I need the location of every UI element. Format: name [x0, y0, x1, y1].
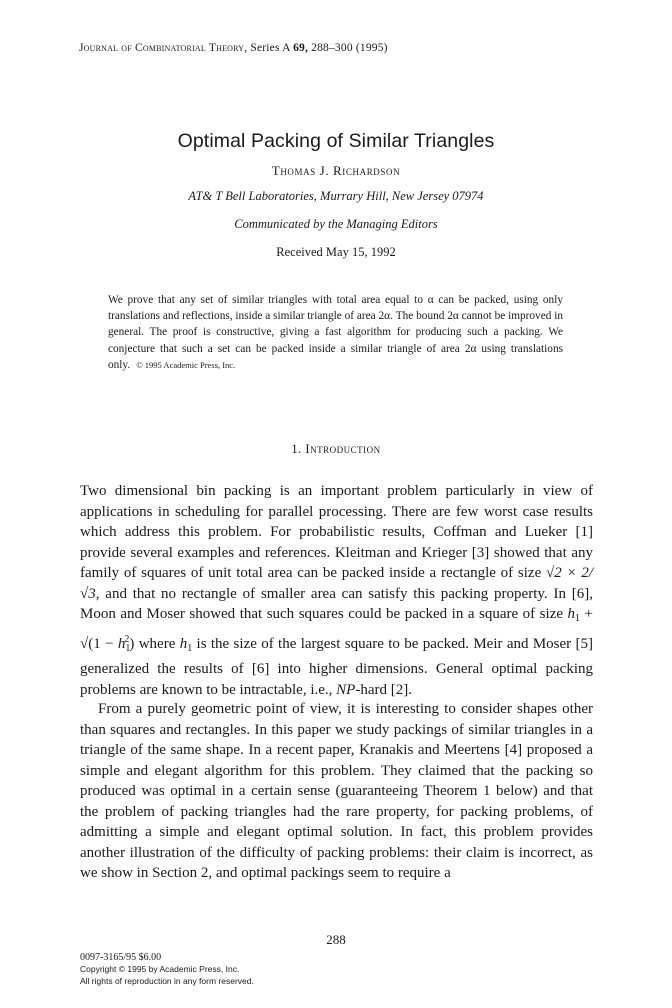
abstract-text: We prove that any set of similar triangles with total area equal to α can be packed, using only translations and reflections, inside a similar triangle of area 2α. The bound 2α cannot be improved in general. The proof is constructive, giving a fast algorithm for producing such a packing. We conjecture that such a set can be packed inside a similar triangle of area 2α using translations only. [108, 294, 563, 371]
page-number: 288 [326, 932, 346, 947]
paragraph-introduction-1 [80, 481, 593, 700]
communicated-by: Communicated by the Managing Editors [234, 217, 438, 231]
paragraph-1-part-c: where [134, 635, 176, 652]
journal-volume: 69, [293, 42, 309, 54]
article-author: Thomas J. Richardson [271, 163, 401, 178]
journal-pages-year: 288–300 (1995) [311, 42, 388, 54]
section-number: 1. [291, 442, 302, 456]
footer [80, 951, 254, 987]
packing-rectangle-size-math: √2 × 2/ √3 [80, 565, 593, 602]
received-date: Received May 15, 1992 [276, 245, 396, 259]
journal-name: Journal of Combinatorial Theory, [79, 42, 248, 54]
h1-symbol: $h_1$ [179, 635, 193, 654]
paragraph-introduction-2: From a purely geometric point of view, it is interesting to consider shapes other than squares and rectangles. In this paper we study packings of similar triangles in a triangle of the same shape. In a recent paper, Kranakis and Meertens [4] proposed a simple and elegant algorithm for this problem. They claimed that the packing so produced was optimal in a certain sense (guaranteeing Theorem 1 below) and that the problem of packing triangles had the rare property, for packing problems, of admitting a simple and elegant optimal solution. In fact, this problem provides another illustration of the difficulty of packing problems: their claim is incorrect, as we show in Section 2, and optimal packings seem to require a [80, 701, 593, 881]
paragraph-1-part-b: , and that no rectangle of smaller area can satisfy this packing property. In [6], Moon and Moser showed that such squares could be packed in a square of size [80, 585, 593, 622]
journal-series: Series A [250, 42, 290, 54]
section-title: Introduction [305, 442, 381, 456]
abstract [108, 292, 563, 373]
section-heading [0, 442, 672, 457]
np-term: NP [336, 681, 356, 698]
journal-header [79, 42, 388, 54]
article-title: Optimal Packing of Similar Triangles [177, 130, 495, 152]
author-affiliation: AT& T Bell Laboratories, Murrary Hill, New Jersey 07974 [188, 189, 484, 203]
paragraph-1-part-e: -hard [2]. [355, 681, 412, 698]
paragraph-1-part-d: is the size of the largest square to be packed. Meir and Moser [5] generalized the results of [6] into higher dimensions. General optimal packing problems are known to be intractable, i.e., [80, 635, 593, 698]
footer-rights: All rights of reproduction in any form reserved. [80, 975, 254, 986]
footer-copyright: Copyright © 1995 by Academic Press, Inc. [80, 964, 240, 974]
abstract-copyright: © 1995 Academic Press, Inc. [136, 359, 236, 370]
issn-price: 0097-3165/95 $6.00 [80, 952, 162, 963]
paragraph-1-part-a: Two dimensional bin packing is an important problem particularly in view of applications in scheduling for parallel processing. There are few worst case results which address this problem. For probabilistic results, Coffman and Lueker [1] provide several examples and references. Kleitman and Krieger [3] showed that any family of squares of unit total area can be packed inside a rectangle of size [80, 483, 593, 581]
square-size-formula: $h_1 + √(1 - h_1^2)$ [80, 606, 594, 654]
